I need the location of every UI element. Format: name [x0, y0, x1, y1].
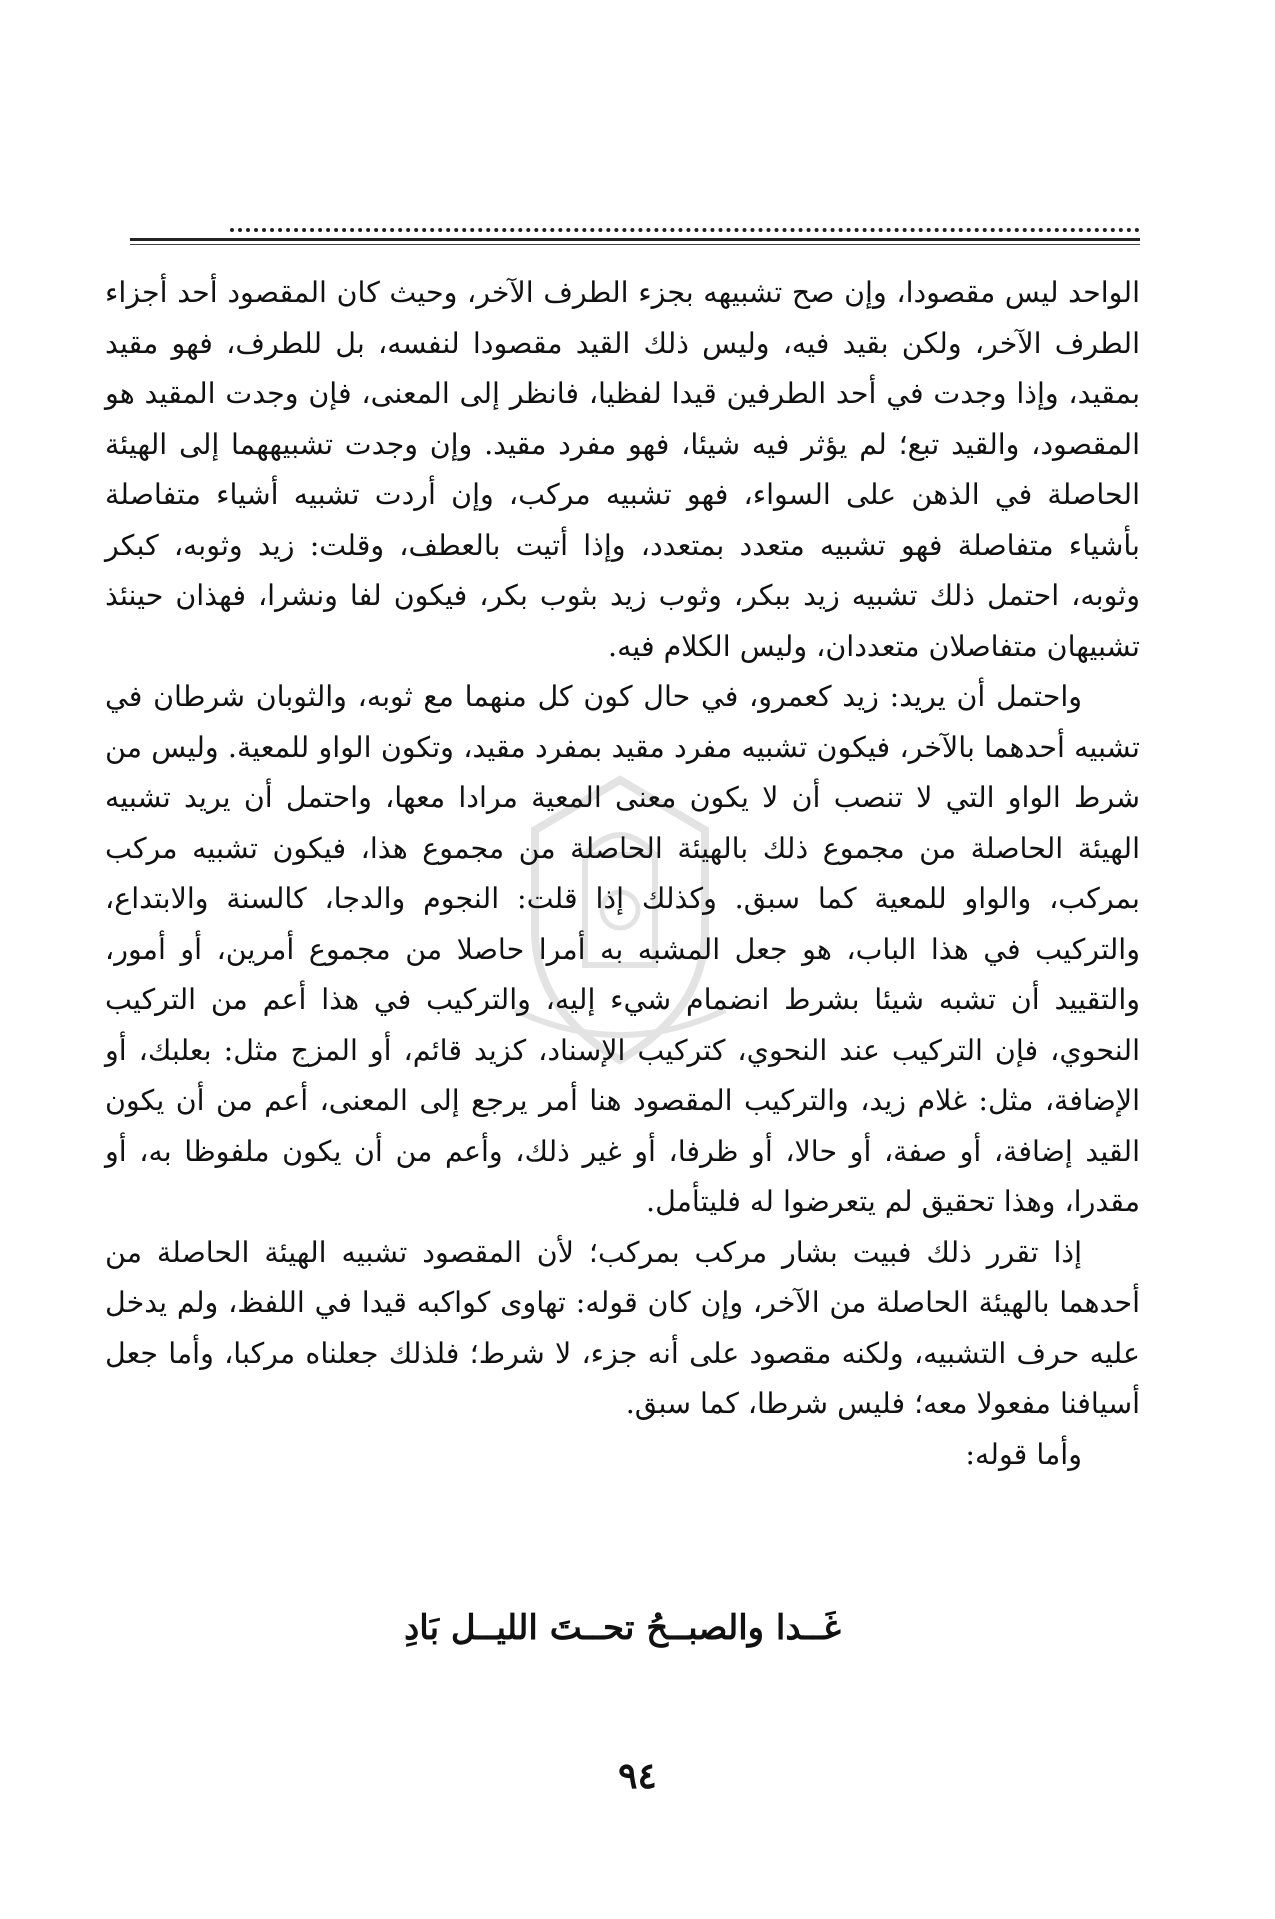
paragraph-4: وأما قوله: — [965, 1437, 1082, 1471]
paragraph-1: الواحد ليس مقصودا، وإن صح تشبيهه بجزء الطرف الآخر، وحيث كان المقصود أحد أجزاء الطرف الآخر، ولكن بقيد فيه، وليس ذلك القيد مقصودا لنفسه، بل للطرف، فهو مقيد بمقيد، وإذا وجدت في أحد الطرفين قيدا لفظيا، فانظر إلى المعنى، فإن وجدت المقيد هو المقصود، والقيد تبع؛ لم يؤثر فيه شيئا، فهو مفرد مقيد. وإن وجدت تشبيههما إلى الهيئة الحاصلة في الذهن على السواء، فهو تشبيه مركب، وإن أردت تشبيه أشياء متفاصلة بأشياء متفاصلة فهو تشبيه متعدد بمتعدد، وإذا أتيت بالعطف، وقلت: زيد وثوبه، كبكر وثوبه، احتمل ذلك تشبيه زيد ببكر، وثوب زيد بثوب بكر، فيكون لفا ونشرا، فهذان حينئذ تشبيهان متفاصلان متعددان، وليس الكلام فيه. — [105, 276, 1140, 663]
poetry-verse: غَــدا والصبــحُ تحــتَ الليــل بَادِ — [404, 1608, 841, 1648]
header-thick-line — [130, 238, 1140, 241]
body-text — [105, 268, 1140, 1480]
header-thin-line — [130, 244, 1140, 245]
header-rule — [130, 228, 1140, 250]
paragraph-3: إذا تقرر ذلك فبيت بشار مركب بمركب؛ لأن المقصود تشبيه الهيئة الحاصلة من أحدهما بالهيئة الحاصلة من الآخر، وإن كان قوله: تهاوى كواكبه قيدا في اللفظ، ولم يدخل عليه حرف التشبيه، ولكنه مقصود على أنه جزء، لا شرط؛ فلذلك جعلناه مركبا، وأما جعل أسيافنا مفعولا معه؛ فليس شرطا، كما سبق. — [105, 1235, 1140, 1420]
page-number: ٩٤ — [618, 1755, 657, 1797]
header-dotted-line — [230, 228, 1140, 232]
paragraph-2: واحتمل أن يريد: زيد كعمرو، في حال كون كل منهما مع ثوبه، والثوبان شرطان في تشبيه أحدهما بالآخر، فيكون تشبيه مفرد مقيد بمفرد مقيد، وتكون الواو للمعية. وليس من شرط الواو التي لا تنصب أن لا يكون معنى المعية مرادا معها، واحتمل أن يريد تشبيه الهيئة الحاصلة من مجموع ذلك بالهيئة الحاصلة من مجموع هذا، فيكون تشبيه مركب بمركب، والواو للمعية كما سبق. وكذلك إذا قلت: النجوم والدجا، كالسنة والابتداع، والتركيب في هذا الباب، هو جعل المشبه به أمرا حاصلا من مجموع أمرين، أو أمور، والتقييد أن تشبه شيئا بشرط انضمام شيء إليه، والتركيب في هذا أعم من التركيب النحوي، فإن التركيب عند النحوي، كتركيب الإسناد، كزيد قائم، أو المزج مثل: بعلبك، أو الإضافة، مثل: غلام زيد، والتركيب المقصود هنا أمر يرجع إلى المعنى، أعم من أن يكون القيد إضافة، أو صفة، أو حالا، أو ظرفا، أو غير ذلك، وأعم من أن يكون ملفوظا به، أو مقدرا، وهذا تحقيق لم يتعرضوا له فليتأمل. — [105, 680, 1140, 1218]
